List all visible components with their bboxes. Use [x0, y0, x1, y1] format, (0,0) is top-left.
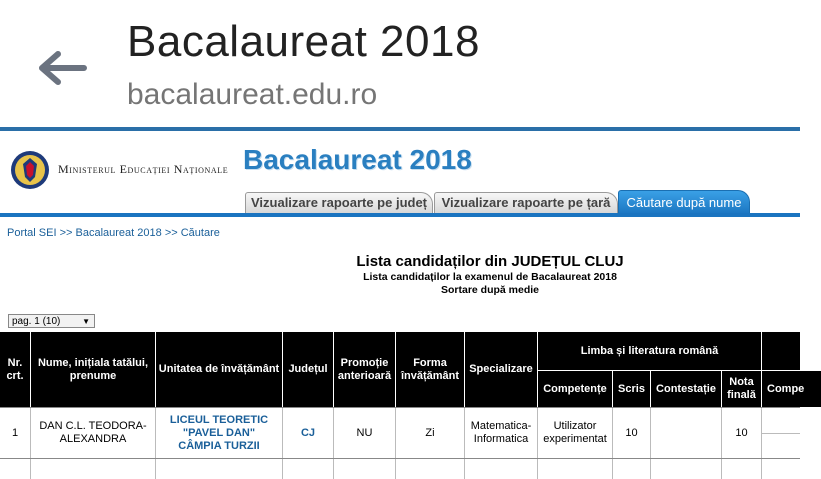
cell-county-link[interactable]: CJ — [282, 408, 333, 458]
grid-line — [464, 459, 465, 479]
page-select-value: pag. 1 (10) — [12, 316, 61, 327]
col-header-school: Unitatea de învățământ — [155, 332, 282, 407]
cell-written: 10 — [612, 408, 650, 458]
table-row — [0, 459, 800, 479]
dropdown-arrow-icon: ▼ — [82, 317, 90, 326]
breadcrumb-search[interactable]: Căutare — [180, 227, 220, 239]
col-header-competences: Competențe — [537, 370, 612, 407]
grid-line — [537, 459, 538, 479]
col-header-county: Județul — [282, 332, 333, 407]
cell-nr: 1 — [11, 426, 19, 439]
cell-name: DAN C.L. TEODORA-ALEXANDRA — [30, 408, 155, 458]
col-header-final-grade: Nota finală — [721, 370, 761, 407]
grid-line — [721, 459, 722, 479]
grid-line — [333, 459, 334, 479]
url-text[interactable]: bacalaureat.edu.ro — [127, 78, 378, 111]
grid-line — [761, 459, 762, 479]
tab-search-by-name[interactable]: Căutare după nume — [618, 190, 750, 215]
cell-school-link[interactable]: LICEUL TEORETIC "PAVEL DAN" CÂMPIA TURZII — [155, 408, 282, 458]
breadcrumb-bacalaureat[interactable]: Bacalaureat 2018 — [75, 227, 162, 239]
browser-top-bar — [0, 0, 800, 128]
col-header-specialization: Specializare — [464, 332, 537, 407]
list-subheading: Lista candidaților la examenul de Bacalaureat 2018 — [363, 271, 617, 283]
col-header-competences-2: Compe — [761, 370, 821, 407]
cell-competences: Utilizator experimentat — [537, 408, 612, 458]
tab-underline — [0, 213, 800, 217]
cell-education-form: Zi — [395, 408, 464, 458]
grid-line — [612, 459, 613, 479]
tab-county-reports[interactable]: Vizualizare rapoarte pe județ — [245, 192, 433, 213]
breadcrumb-portal[interactable]: Portal SEI — [7, 227, 57, 239]
site-title: Bacalaureat 2018 — [243, 144, 472, 175]
grid-line — [282, 459, 283, 479]
back-arrow-icon[interactable] — [38, 48, 88, 88]
list-heading: Lista candidaților din JUDEȚUL CLUJ — [356, 253, 624, 270]
col-group-next — [761, 332, 800, 370]
breadcrumb-separator: >> — [59, 227, 73, 239]
cell-previous-promotion: NU — [333, 408, 395, 458]
cell-divider — [761, 433, 800, 434]
col-header-name: Nume, inițiala tatălui, prenume — [30, 332, 155, 407]
candidates-table — [0, 332, 805, 476]
breadcrumb-separator: >> — [164, 227, 178, 239]
col-header-written: Scris — [612, 370, 650, 407]
col-header-education-form: Forma învățământ — [395, 332, 464, 407]
page-title: Bacalaureat 2018 — [127, 17, 480, 66]
col-group-romanian: Limba și literatura română — [537, 332, 761, 370]
divider — [0, 127, 800, 131]
grid-line — [650, 459, 651, 479]
sort-label: Sortare după medie — [440, 284, 540, 296]
col-header-appeal: Contestație — [650, 370, 721, 407]
col-header-nr: Nr. crt. — [0, 332, 30, 407]
grid-line — [30, 459, 31, 479]
tab-country-reports[interactable]: Vizualizare rapoarte pe țară — [434, 192, 618, 213]
cell-appeal — [650, 408, 721, 458]
coat-of-arms-icon — [10, 149, 50, 191]
ministry-name: Ministerul Educației Naționale — [58, 162, 229, 176]
breadcrumb — [7, 227, 220, 239]
col-header-previous-promotion: Promoție anterioară — [333, 332, 395, 407]
page-select[interactable] — [8, 314, 95, 328]
cell-final-grade: 10 — [721, 408, 761, 458]
cell-specialization: Matematica-Informatica — [464, 408, 537, 458]
grid-line — [155, 459, 156, 479]
grid-line — [395, 459, 396, 479]
